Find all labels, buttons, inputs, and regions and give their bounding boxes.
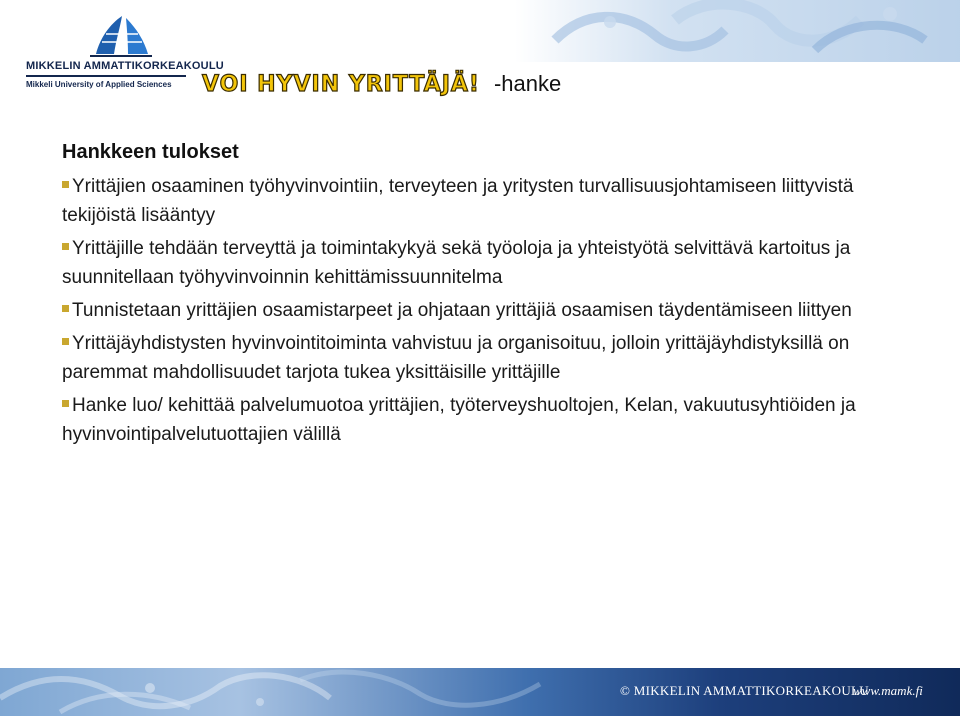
- square-bullet-icon: [62, 400, 69, 407]
- list-item-text: Hanke luo/ kehittää palvelumuotoa yrittäjien, työterveyshuoltojen, Kelan, vakuutusyhtiöiden ja hyvinvointipalvelutuottajien välillä: [62, 395, 856, 445]
- list-item-text: Yrittäjille tehdään terveyttä ja toimintakykyä sekä työoloja ja yhteistyötä selvittävä kartoitus ja suunnitellaan työhyvinvoinnin kehittämissuunnitelma: [62, 238, 851, 288]
- square-bullet-icon: [62, 243, 69, 250]
- list-item-text: Yrittäjäyhdistysten hyvinvointitoiminta vahvistuu ja organisoituu, jolloin yrittäjäyhdistyksillä on paremmat mahdollisuudet tarjota tukea yksittäisille yrittäjille: [62, 333, 850, 383]
- logo-name: MIKKELIN AMMATTIKORKEAKOULU: [26, 60, 224, 72]
- footer-website-link[interactable]: www.mamk.fi: [853, 683, 923, 698]
- list-item: [62, 234, 862, 292]
- list-item: [62, 296, 862, 325]
- project-suffix: -hanke: [493, 71, 562, 96]
- footer-copyright: © MIKKELIN AMMATTIKORKEAKOULU: [620, 683, 869, 698]
- slide-heading: Hankkeen tulokset: [62, 141, 239, 163]
- list-item-text: Yrittäjien osaaminen työhyvinvointiin, terveyteen ja yritysten turvallisuusjohtamiseen liittyvistä tekijöistä lisääntyy: [62, 176, 854, 226]
- square-bullet-icon: [62, 338, 69, 345]
- footer-band: [0, 668, 960, 716]
- results-list: [62, 172, 862, 449]
- slide-content: [62, 138, 862, 453]
- sail-logo-icon: [84, 14, 156, 58]
- square-bullet-icon: [62, 305, 69, 312]
- header-decoration: [515, 0, 960, 62]
- school-logo: [22, 14, 224, 94]
- list-item: [62, 329, 862, 387]
- list-item-text: Tunnistetaan yrittäjien osaamistarpeet ja ohjataan yrittäjiä osaamisen täydentämiseen liittyen: [72, 300, 852, 321]
- project-title: [202, 68, 561, 100]
- project-name: VOI HYVIN YRITTÄJÄ!: [202, 71, 480, 97]
- logo-subtitle: Mikkeli University of Applied Sciences: [26, 80, 172, 89]
- list-item: [62, 172, 862, 230]
- logo-divider: [26, 75, 186, 77]
- wave-pattern-icon: [515, 0, 960, 62]
- square-bullet-icon: [62, 181, 69, 188]
- list-item: [62, 391, 862, 449]
